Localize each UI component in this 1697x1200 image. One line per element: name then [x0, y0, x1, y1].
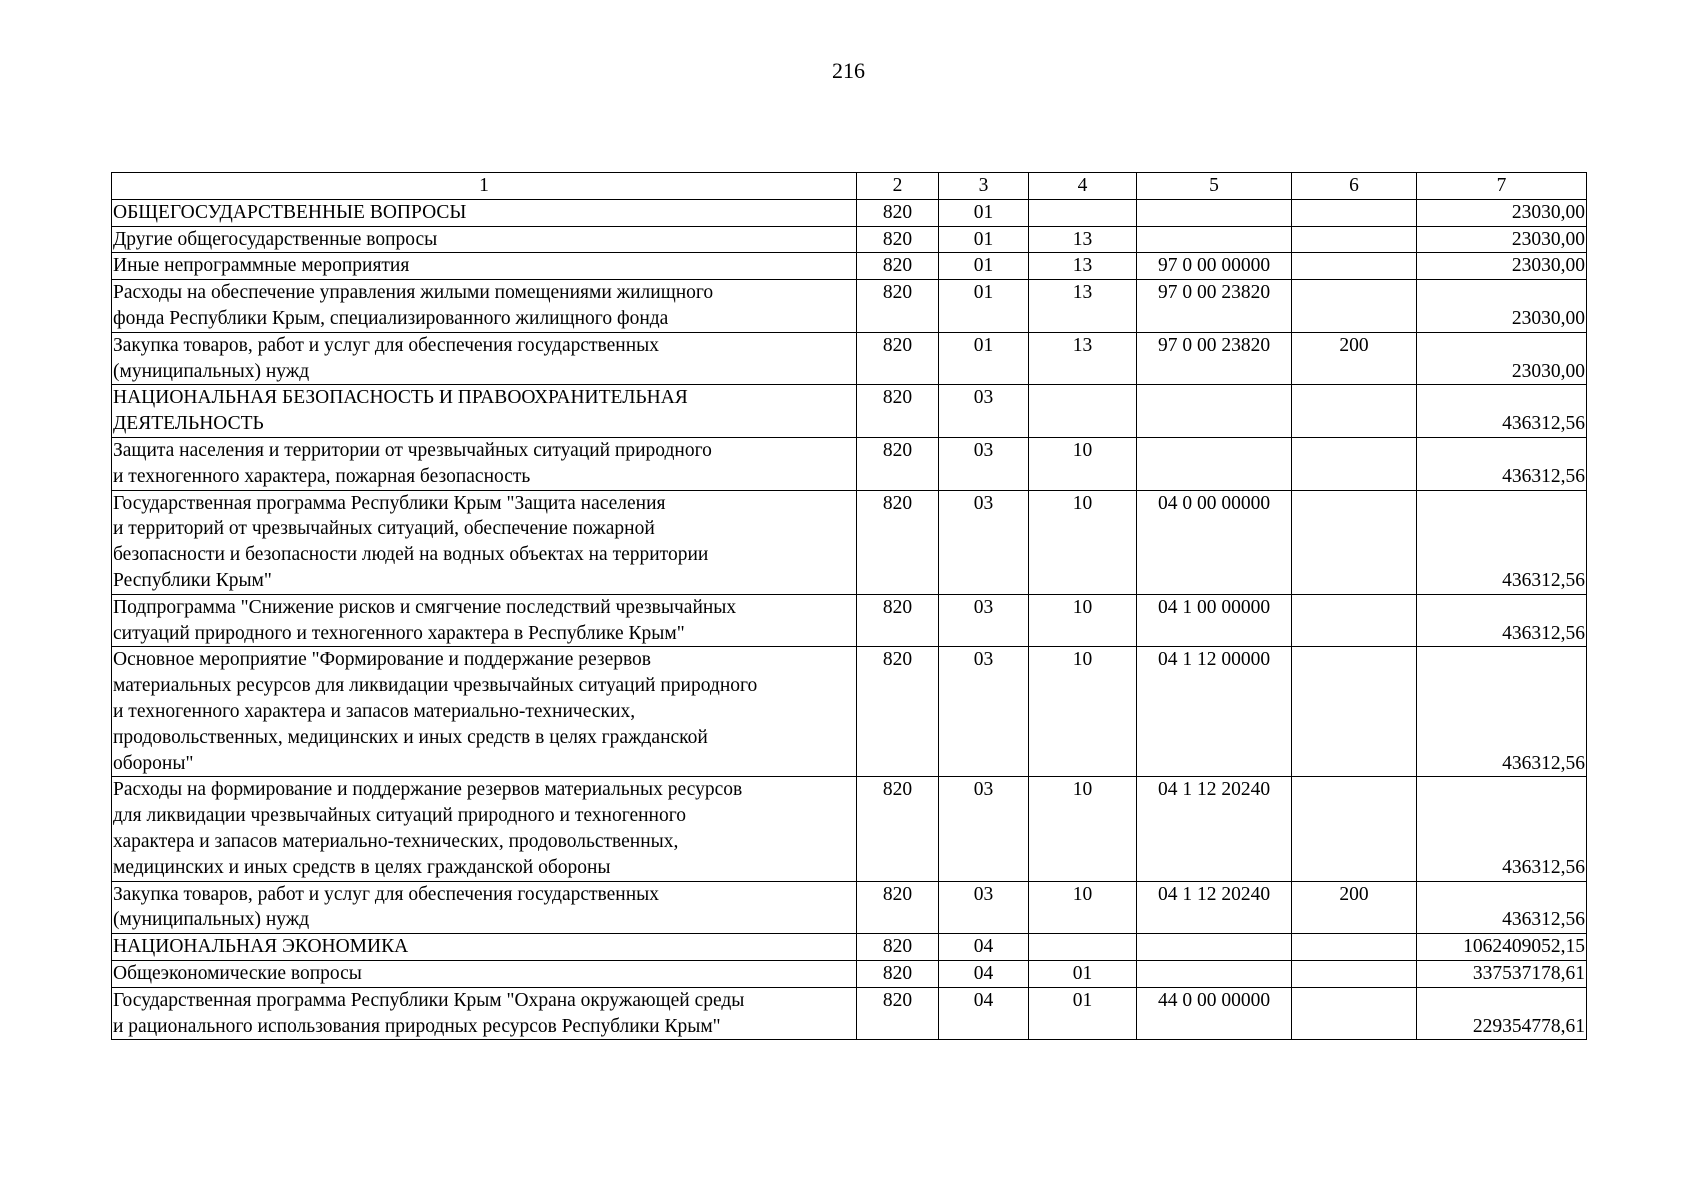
row-ved-cell: 820: [857, 934, 939, 961]
header-cell: 3: [939, 173, 1029, 200]
table-row: [112, 960, 1587, 987]
row-subsection-cell: 10: [1029, 490, 1137, 594]
row-target-article-cell: 44 0 00 00000: [1137, 987, 1292, 1040]
row-section-cell: 01: [939, 226, 1029, 253]
row-expense-type-cell: [1292, 987, 1417, 1040]
row-section-cell: 04: [939, 960, 1029, 987]
row-section-cell: 03: [939, 437, 1029, 490]
row-amount-cell: 436312,56: [1417, 437, 1587, 490]
row-expense-type-cell: [1292, 647, 1417, 777]
row-subsection-cell: 13: [1029, 280, 1137, 333]
row-amount-cell: 1062409052,15: [1417, 934, 1587, 961]
row-target-article-cell: [1137, 437, 1292, 490]
row-amount-cell: 23030,00: [1417, 199, 1587, 226]
table-header-row: [112, 173, 1587, 200]
row-amount-cell: 23030,00: [1417, 280, 1587, 333]
row-expense-type-cell: [1292, 437, 1417, 490]
row-expense-type-cell: [1292, 490, 1417, 594]
row-expense-type-cell: [1292, 960, 1417, 987]
row-subsection-cell: [1029, 385, 1137, 438]
table-row: [112, 934, 1587, 961]
row-section-cell: 04: [939, 987, 1029, 1040]
table-body: [112, 173, 1587, 1040]
row-section-cell: 01: [939, 280, 1029, 333]
row-subsection-cell: 10: [1029, 777, 1137, 881]
row-ved-cell: 820: [857, 199, 939, 226]
table-row: [112, 332, 1587, 385]
row-name-cell: НАЦИОНАЛЬНАЯ БЕЗОПАСНОСТЬ И ПРАВООХРАНИТЕЛЬНАЯ ДЕЯТЕЛЬНОСТЬ: [112, 385, 857, 438]
row-ved-cell: 820: [857, 280, 939, 333]
row-section-cell: 03: [939, 777, 1029, 881]
row-target-article-cell: 04 1 12 20240: [1137, 881, 1292, 934]
row-ved-cell: 820: [857, 960, 939, 987]
row-target-article-cell: 04 1 00 00000: [1137, 594, 1292, 647]
row-name-cell: Расходы на формирование и поддержание резервов материальных ресурсов для ликвидации чрезвычайных ситуаций природного и техногенного характера и запасов материально-технических, продовольственных, медицинских и иных средств в целях гражданской обороны: [112, 777, 857, 881]
row-name-cell: Государственная программа Республики Крым "Защита населения и территорий от чрезвычайных ситуаций, обеспечение пожарной безопасности и безопасности людей на водных объектах на территории Республики Крым": [112, 490, 857, 594]
table-row: [112, 199, 1587, 226]
row-amount-cell: 337537178,61: [1417, 960, 1587, 987]
row-name-cell: Защита населения и территории от чрезвычайных ситуаций природного и техногенного характера, пожарная безопасность: [112, 437, 857, 490]
row-expense-type-cell: [1292, 385, 1417, 438]
row-subsection-cell: 10: [1029, 437, 1137, 490]
row-ved-cell: 820: [857, 881, 939, 934]
row-section-cell: 03: [939, 490, 1029, 594]
row-subsection-cell: 13: [1029, 253, 1137, 280]
row-expense-type-cell: [1292, 280, 1417, 333]
header-cell: 1: [112, 173, 857, 200]
row-ved-cell: 820: [857, 226, 939, 253]
table-row: [112, 594, 1587, 647]
row-target-article-cell: 04 1 12 20240: [1137, 777, 1292, 881]
row-expense-type-cell: [1292, 199, 1417, 226]
row-amount-cell: 436312,56: [1417, 385, 1587, 438]
row-section-cell: 01: [939, 253, 1029, 280]
row-name-cell: НАЦИОНАЛЬНАЯ ЭКОНОМИКА: [112, 934, 857, 961]
row-section-cell: 03: [939, 647, 1029, 777]
row-ved-cell: 820: [857, 777, 939, 881]
row-amount-cell: 23030,00: [1417, 226, 1587, 253]
row-ved-cell: 820: [857, 987, 939, 1040]
row-target-article-cell: [1137, 960, 1292, 987]
row-name-cell: Расходы на обеспечение управления жилыми помещениями жилищного фонда Республики Крым, специализированного жилищного фонда: [112, 280, 857, 333]
row-amount-cell: 23030,00: [1417, 253, 1587, 280]
row-section-cell: 03: [939, 594, 1029, 647]
table-row: [112, 490, 1587, 594]
table-row: [112, 987, 1587, 1040]
row-name-cell: Основное мероприятие "Формирование и поддержание резервов материальных ресурсов для ликвидации чрезвычайных ситуаций природного и техногенного характера и запасов материально-технических, продовольственных, медицинских и иных средств в целях гражданской обороны": [112, 647, 857, 777]
row-name-cell: Другие общегосударственные вопросы: [112, 226, 857, 253]
row-name-cell: Подпрограмма "Снижение рисков и смягчение последствий чрезвычайных ситуаций природного и техногенного характера в Республике Крым": [112, 594, 857, 647]
row-expense-type-cell: [1292, 777, 1417, 881]
row-target-article-cell: [1137, 934, 1292, 961]
row-amount-cell: 436312,56: [1417, 647, 1587, 777]
row-section-cell: 03: [939, 385, 1029, 438]
row-subsection-cell: [1029, 934, 1137, 961]
row-name-cell: Закупка товаров, работ и услуг для обеспечения государственных (муниципальных) нужд: [112, 332, 857, 385]
header-cell: 6: [1292, 173, 1417, 200]
row-name-cell: ОБЩЕГОСУДАРСТВЕННЫЕ ВОПРОСЫ: [112, 199, 857, 226]
header-cell: 2: [857, 173, 939, 200]
row-subsection-cell: 10: [1029, 881, 1137, 934]
row-section-cell: 03: [939, 881, 1029, 934]
header-cell: 7: [1417, 173, 1587, 200]
row-target-article-cell: 97 0 00 23820: [1137, 332, 1292, 385]
row-subsection-cell: 10: [1029, 647, 1137, 777]
row-amount-cell: 436312,56: [1417, 777, 1587, 881]
table-row: [112, 280, 1587, 333]
header-cell: 5: [1137, 173, 1292, 200]
row-target-article-cell: 04 1 12 00000: [1137, 647, 1292, 777]
row-subsection-cell: 01: [1029, 960, 1137, 987]
row-target-article-cell: 97 0 00 00000: [1137, 253, 1292, 280]
row-target-article-cell: 04 0 00 00000: [1137, 490, 1292, 594]
row-subsection-cell: 10: [1029, 594, 1137, 647]
row-expense-type-cell: [1292, 253, 1417, 280]
row-target-article-cell: [1137, 199, 1292, 226]
row-ved-cell: 820: [857, 385, 939, 438]
table-row: [112, 647, 1587, 777]
row-section-cell: 04: [939, 934, 1029, 961]
row-name-cell: Государственная программа Республики Крым "Охрана окружающей среды и рационального использования природных ресурсов Республики Крым": [112, 987, 857, 1040]
row-amount-cell: 436312,56: [1417, 594, 1587, 647]
table-row: [112, 437, 1587, 490]
row-subsection-cell: [1029, 199, 1137, 226]
row-subsection-cell: 13: [1029, 226, 1137, 253]
row-expense-type-cell: [1292, 594, 1417, 647]
row-amount-cell: 436312,56: [1417, 490, 1587, 594]
table-row: [112, 777, 1587, 881]
row-ved-cell: 820: [857, 647, 939, 777]
row-ved-cell: 820: [857, 437, 939, 490]
table-row: [112, 385, 1587, 438]
row-amount-cell: 23030,00: [1417, 332, 1587, 385]
row-target-article-cell: [1137, 385, 1292, 438]
row-ved-cell: 820: [857, 253, 939, 280]
row-name-cell: Общеэкономические вопросы: [112, 960, 857, 987]
table-row: [112, 253, 1587, 280]
row-target-article-cell: [1137, 226, 1292, 253]
row-expense-type-cell: 200: [1292, 881, 1417, 934]
row-amount-cell: 229354778,61: [1417, 987, 1587, 1040]
row-amount-cell: 436312,56: [1417, 881, 1587, 934]
row-name-cell: Иные непрограммные мероприятия: [112, 253, 857, 280]
row-ved-cell: 820: [857, 594, 939, 647]
row-target-article-cell: 97 0 00 23820: [1137, 280, 1292, 333]
row-ved-cell: 820: [857, 332, 939, 385]
row-expense-type-cell: [1292, 934, 1417, 961]
row-name-cell: Закупка товаров, работ и услуг для обеспечения государственных (муниципальных) нужд: [112, 881, 857, 934]
header-cell: 4: [1029, 173, 1137, 200]
row-section-cell: 01: [939, 332, 1029, 385]
row-subsection-cell: 13: [1029, 332, 1137, 385]
budget-table: [111, 172, 1587, 1040]
page-number: 216: [832, 58, 865, 83]
table-row: [112, 226, 1587, 253]
row-subsection-cell: 01: [1029, 987, 1137, 1040]
row-expense-type-cell: 200: [1292, 332, 1417, 385]
row-section-cell: 01: [939, 199, 1029, 226]
row-expense-type-cell: [1292, 226, 1417, 253]
table-row: [112, 881, 1587, 934]
row-ved-cell: 820: [857, 490, 939, 594]
